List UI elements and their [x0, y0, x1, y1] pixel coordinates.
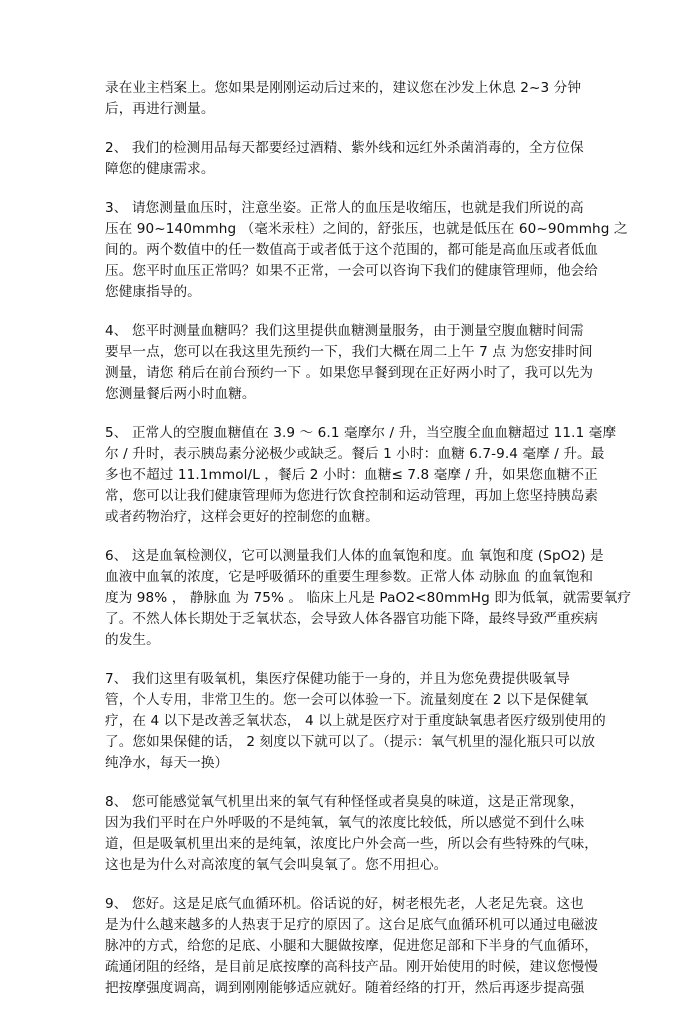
text-line: 7、 我们这里有吸氧机，集医疗保健功能于一身的，并且为您免费提供吸氧导 [105, 671, 571, 687]
text-line: 度为 98% ， 静脉血 为 75% 。 临床上凡是 PaO2<80mmHg 即为低氧，就需要氧疗 [105, 590, 632, 606]
text-line: 道，但是吸氧机里出来的是纯氧，浓度比户外会高一些，所以会有些特殊的气味， [105, 836, 598, 852]
paragraph-9 [105, 894, 600, 999]
text-line: 了。您如果保健的话， 2 刻度以下就可以了。（提示：氧气机里的湿化瓶只可以放 [105, 734, 596, 750]
text-line: 要早一点，您可以在我这里先预约一下，我们大概在周二上午 7 点 为您安排时间 [105, 344, 593, 360]
document-body [105, 78, 632, 1017]
text-line: 6、 这是血氧检测仪，它可以测量我们人体的血氧饱和度。血 氧饱和度 (SpO2) 是 [105, 548, 604, 564]
paragraph-8 [105, 792, 600, 876]
text-line: 障您的健康需求。 [105, 161, 215, 177]
text-line: 3、 请您测量血压时，注意坐姿。正常人的血压是收缩压，也就是我们所说的高 [105, 200, 584, 216]
text-line: 管，个人专用，非常卫生的。您一会可以体验一下。流量刻度在 2 以下是保健氧 [105, 692, 589, 708]
text-line: 您测量餐后两小时血糖。 [105, 386, 256, 402]
text-line: 8、 您可能感觉氧气机里出来的氧气有种怪怪或者臭臭的味道，这是正常现象， [105, 794, 584, 810]
text-line: 4、 您平时测量血糖吗？我们这里提供血糖测量服务，由于测量空腹血糖时间需 [105, 323, 584, 339]
text-line: 这也是为什么对高浓度的氧气会叫臭氧了。您不用担心。 [105, 857, 448, 873]
text-line: 间的。两个数值中的任一数值高于或者低于这个范围的，都可能是高血压或者低血 [105, 242, 598, 258]
text-line: 5、 正常人的空腹血糖值在 3.9 ～ 6.1 毫摩尔 / 升，当空腹全血血糖超过 11.1 毫摩 [105, 425, 617, 441]
text-line: 测量，请您 稍后在前台预约一下 。如果您早餐到现在正好两小时了，我可以先为 [105, 365, 594, 381]
text-line: 或者药物治疗，这样会更好的控制您的血糖。 [105, 509, 379, 525]
paragraph-6 [105, 546, 632, 651]
text-line: 您健康指导的。 [105, 284, 201, 300]
paragraph-5 [105, 423, 617, 528]
text-line: 脉冲的方式，给您的足底、小腿和大腿做按摩，促进您足部和下半身的气血循环， [105, 938, 598, 954]
text-line: 9、 您好。这是足底气血循环机。俗话说的好，树老根先老，人老足先衰。这也 [105, 896, 584, 912]
text-line: 录在业主档案上。您如果是刚刚运动后过来的，建议您在沙发上休息 2~3 分钟 [105, 80, 582, 96]
text-line: 尔 / 升时，表示胰岛素分泌极少或缺乏。餐后 1 小时：血糖 6.7-9.4 毫摩 / 升。最 [105, 446, 605, 462]
text-line: 压在 90~140mmhg （毫米汞柱）之间的，舒张压，也就是低压在 60~90mmhg 之 [105, 221, 628, 237]
text-line: 血液中血氧的浓度，它是呼吸循环的重要生理参数。正常人体 动脉血 的血氧饱和 [105, 569, 594, 585]
text-line: 了。不然人体长期处于乏氧状态，会导致人体各器官功能下降，最终导致严重疾病 [105, 611, 598, 627]
text-line: 因为我们平时在户外呼吸的不是纯氧，氧气的浓度比较低，所以感觉不到什么味 [105, 815, 585, 831]
text-line: 后，再进行测量。 [105, 101, 215, 117]
text-line: 疗，在 4 以下是改善乏氧状态， 4 以上就是医疗对于重度缺氧患者医疗级别使用的 [105, 713, 606, 729]
paragraph-2 [105, 138, 600, 180]
text-line: 纯净水，每天一换） [105, 755, 229, 771]
text-line: 多也不超过 11.1mmol/L ，餐后 2 小时：血糖≤ 7.8 毫摩 / 升，如果您血糖不正 [105, 467, 598, 483]
text-line: 压。您平时血压正常吗？如果不正常，一会可以咨询下我们的健康管理师，他会给 [105, 263, 598, 279]
text-line: 的发生。 [105, 632, 160, 648]
text-line: 是为什么越来越多的人热衷于足疗的原因了。这台足底气血循环机可以通过电磁波 [105, 917, 598, 933]
text-line: 2、 我们的检测用品每天都要经过酒精、紫外线和远红外杀菌消毒的，全方位保 [105, 140, 584, 156]
text-line: 常，您可以让我们健康管理师为您进行饮食控制和运动管理，再加上您坚持胰岛素 [105, 488, 598, 504]
paragraph-4 [105, 321, 600, 405]
paragraph-1 [105, 78, 600, 120]
paragraph-7 [105, 669, 606, 774]
text-line: 把按摩强度调高，调到刚刚能够适应就好。随着经络的打开，然后再逐步提高强 [105, 980, 585, 996]
text-line: 疏通闭阻的经络，是目前足底按摩的高科技产品。刚开始使用的时候，建议您慢慢 [105, 959, 598, 975]
paragraph-3 [105, 198, 628, 303]
